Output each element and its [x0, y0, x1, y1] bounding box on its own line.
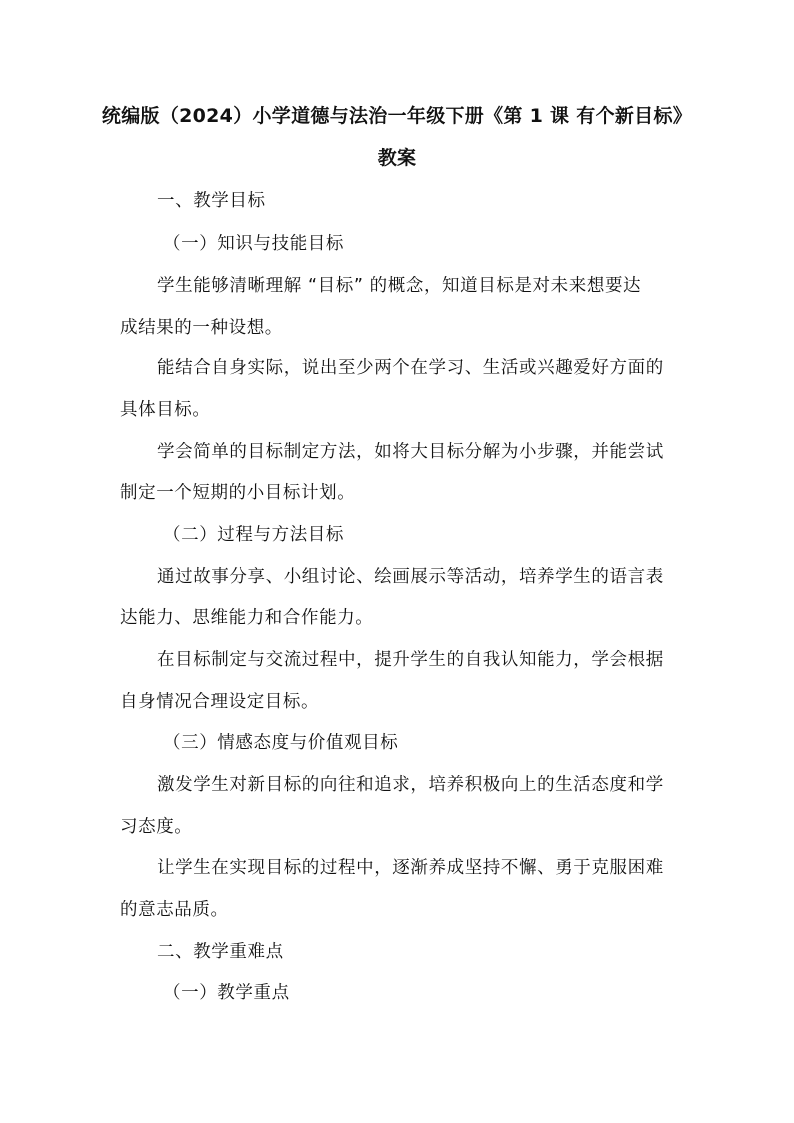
- paragraph-line: 具体目标。: [120, 400, 211, 420]
- paragraph-line: 让学生在实现目标的过程中，逐渐养成坚持不懈、勇于克服困难: [157, 858, 664, 878]
- subsection-heading-emotion-values: （三）情感态度与价值观目标: [163, 733, 399, 753]
- paragraph-line: 能结合自身实际，说出至少两个在学习、生活或兴趣爱好方面的: [157, 358, 664, 378]
- document-title-line-1: 统编版（2024）小学道德与法治一年级下册《第 1 课 有个新目标》: [101, 105, 693, 127]
- section-heading-key-difficult-points: 二、教学重难点: [157, 942, 284, 962]
- subsection-heading-process-methods: （二）过程与方法目标: [163, 525, 344, 545]
- paragraph-line: 激发学生对新目标的向往和追求，培养积极向上的生活态度和学: [157, 775, 664, 795]
- paragraph-line: 制定一个短期的小目标计划。: [120, 483, 356, 503]
- paragraph-line: 达能力、思维能力和合作能力。: [120, 608, 374, 628]
- paragraph-line: 在目标制定与交流过程中，提升学生的自我认知能力，学会根据: [157, 650, 664, 670]
- paragraph-line: 习态度。: [120, 817, 193, 837]
- paragraph-line: 学生能够清晰理解 “目标” 的概念，知道目标是对未来想要达: [157, 276, 642, 296]
- document-title-line-2: 教案: [377, 147, 417, 169]
- paragraph-line: 自身情况合理设定目标。: [120, 692, 320, 712]
- subsection-heading-knowledge-skills: （一）知识与技能目标: [163, 234, 344, 254]
- paragraph-line: 的意志品质。: [120, 900, 229, 920]
- section-heading-teaching-objectives: 一、教学目标: [157, 191, 266, 211]
- paragraph-line: 学会简单的目标制定方法，如将大目标分解为小步骤，并能尝试: [157, 442, 664, 462]
- paragraph-line: 成结果的一种设想。: [120, 318, 283, 338]
- subsection-heading-teaching-focus: （一）教学重点: [163, 983, 290, 1003]
- paragraph-line: 通过故事分享、小组讨论、绘画展示等活动，培养学生的语言表: [157, 567, 664, 587]
